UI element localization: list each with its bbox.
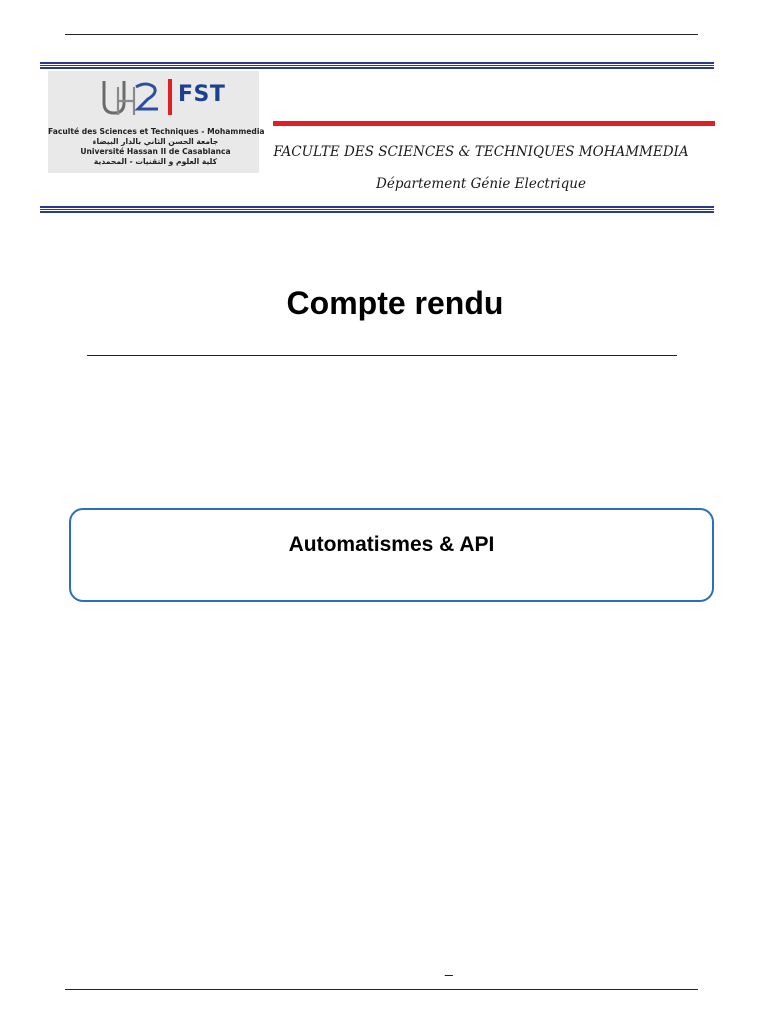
header-band-top — [40, 62, 714, 70]
logo-caption — [48, 127, 263, 167]
logo-line-arabic-faculty: كلية العلوم و التقنيات - المحمدية — [93, 157, 218, 166]
department-name: Département Génie Electrique — [376, 176, 586, 192]
subject-title: Automatismes & API — [288, 533, 495, 556]
footer-mark: _ — [445, 960, 453, 976]
fst-accent-bar — [168, 79, 172, 115]
logo-line-arabic-university: جامعة الحسن الثاني بالدار البيضاء — [92, 137, 219, 146]
document-title: Compte rendu — [286, 285, 504, 321]
fst-brand: FST — [178, 82, 226, 107]
logo-line-university: Université Hassan II de Casablanca — [80, 147, 231, 156]
university-logo — [48, 71, 265, 173]
title-underline — [87, 355, 677, 356]
faculty-title: FACULTE DES SCIENCES & TECHNIQUES MOHAMMEDIA — [273, 144, 689, 160]
subject-box — [69, 508, 714, 602]
top-rule — [65, 34, 698, 35]
uh2c-emblem-icon — [100, 77, 162, 119]
header-band-bottom — [40, 206, 714, 214]
bottom-rule — [65, 989, 698, 990]
header-red-bar — [273, 121, 715, 126]
logo-line-faculty: Faculté des Sciences et Techniques - Mohammedia — [48, 127, 265, 136]
